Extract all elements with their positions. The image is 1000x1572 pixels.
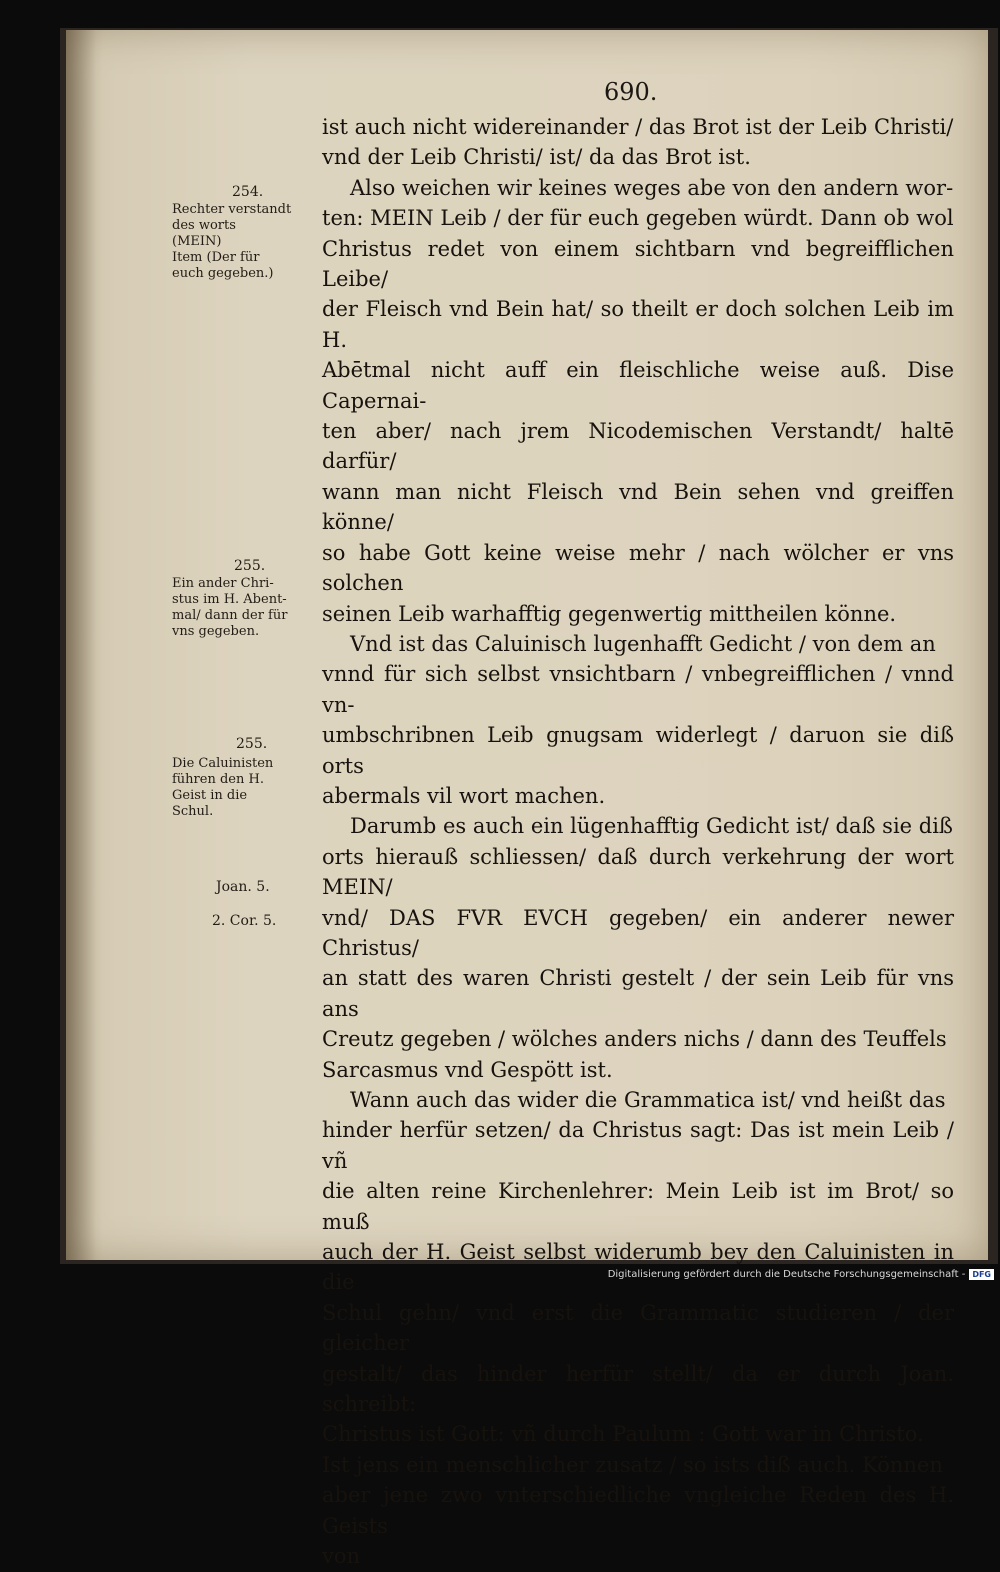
margin-note-number: 254. <box>232 184 264 200</box>
paragraph-5: Wann auch das wider die Grammatica ist/ vnd heißt das hinder herfür setzen/ da Christus sagt: Das ist mein Leib / vñ die alten reine Kirchenlehrer: Mein Leib ist im Brot/ so muß auch der H. Geist selbst widerumb bey den Caluinisten in die Schul gehn/ vnd erst die Grammatic studieren / der gleicher gestalt/ das hinder herfür stellt/ da er durch Joan. schreibt: Christus ist Gott: vñ durch Paulum : Gott war in Christo. Ist jens ein menschlicher zusatz / so ists diß auch. Können aber jene zwo vnterschiedliche vngleiche Reden des H. Geists von <box>322 1088 954 1569</box>
footer-text: Digitalisierung gefördert durch die Deutsche Forschungsgemeinschaft - <box>607 1269 966 1280</box>
paragraph-2: Also weichen wir keines weges abe von den andern wor- ten: MEIN Leib / der für euch gegeben würdt. Dann ob wol Christus redet von einem sichtbarn vnd begreifflichen Leibe/ der Fleisch vnd Bein hat/ so theilt er doch solchen Leib im H. Abētmal nicht auff ein fleischliche weise auß. Dise Capernai- ten aber/ nach jrem Nicodemischen Verstandt/ haltē darfür/ wann man nicht Fleisch vnd Bein sehen vnd greiffen könne/ so habe Gott keine weise mehr / nach wölcher er vns solchen seinen Leib warhafftig gegenwertig mittheilen könne. <box>322 175 954 626</box>
margin-note-255-b: Die Caluinisten führen den H. Geist in die Schul. <box>172 756 274 819</box>
paragraph-3: Vnd ist das Caluinisch lugenhafft Gedicht / von dem an vnnd für sich selbst vnsichtbarn / vnbegreifflichen / vnnd vn- umbschribnen Leib gnugsam widerlegt / daruon sie diß orts abermals vil wort machen. <box>322 631 954 808</box>
digitization-footer <box>608 1269 994 1280</box>
paragraph-4: Darumb es auch ein lügenhafftig Gedicht ist/ daß sie diß orts hierauß schliessen/ daß durch verkehrung der wort MEIN/ vnd/ DAS FVR EVCH gegeben/ ein anderer newer Christus/ an statt des waren Christi gestelt / der sein Leib für vns ans Creutz gegeben / wölches anders nichs / dann des Teuffels Sarcasmus vnd Gespött ist. <box>322 814 954 1082</box>
scripture-ref-joan: Joan. 5. <box>216 879 270 895</box>
main-text-column <box>322 112 954 1572</box>
paragraph-1: ist auch nicht widereinander / das Brot ist der Leib Christi/ vnd der Leib Christi/ ist/ da das Brot ist. <box>322 115 954 170</box>
scripture-ref-cor: 2. Cor. 5. <box>212 913 277 929</box>
page-number: 690. <box>604 78 658 106</box>
margin-note-254: Rechter verstandt des worts (MEIN) Item (Der für euch gegeben.) <box>172 202 292 281</box>
margin-note-255-a: Ein ander Chri- stus im H. Abent- mal/ dann der für vns gegeben. <box>172 576 288 639</box>
margin-note-number: 255. <box>236 736 268 752</box>
margin-note-number: 255. <box>234 558 266 574</box>
dfg-logo-icon: DFG <box>969 1269 994 1280</box>
